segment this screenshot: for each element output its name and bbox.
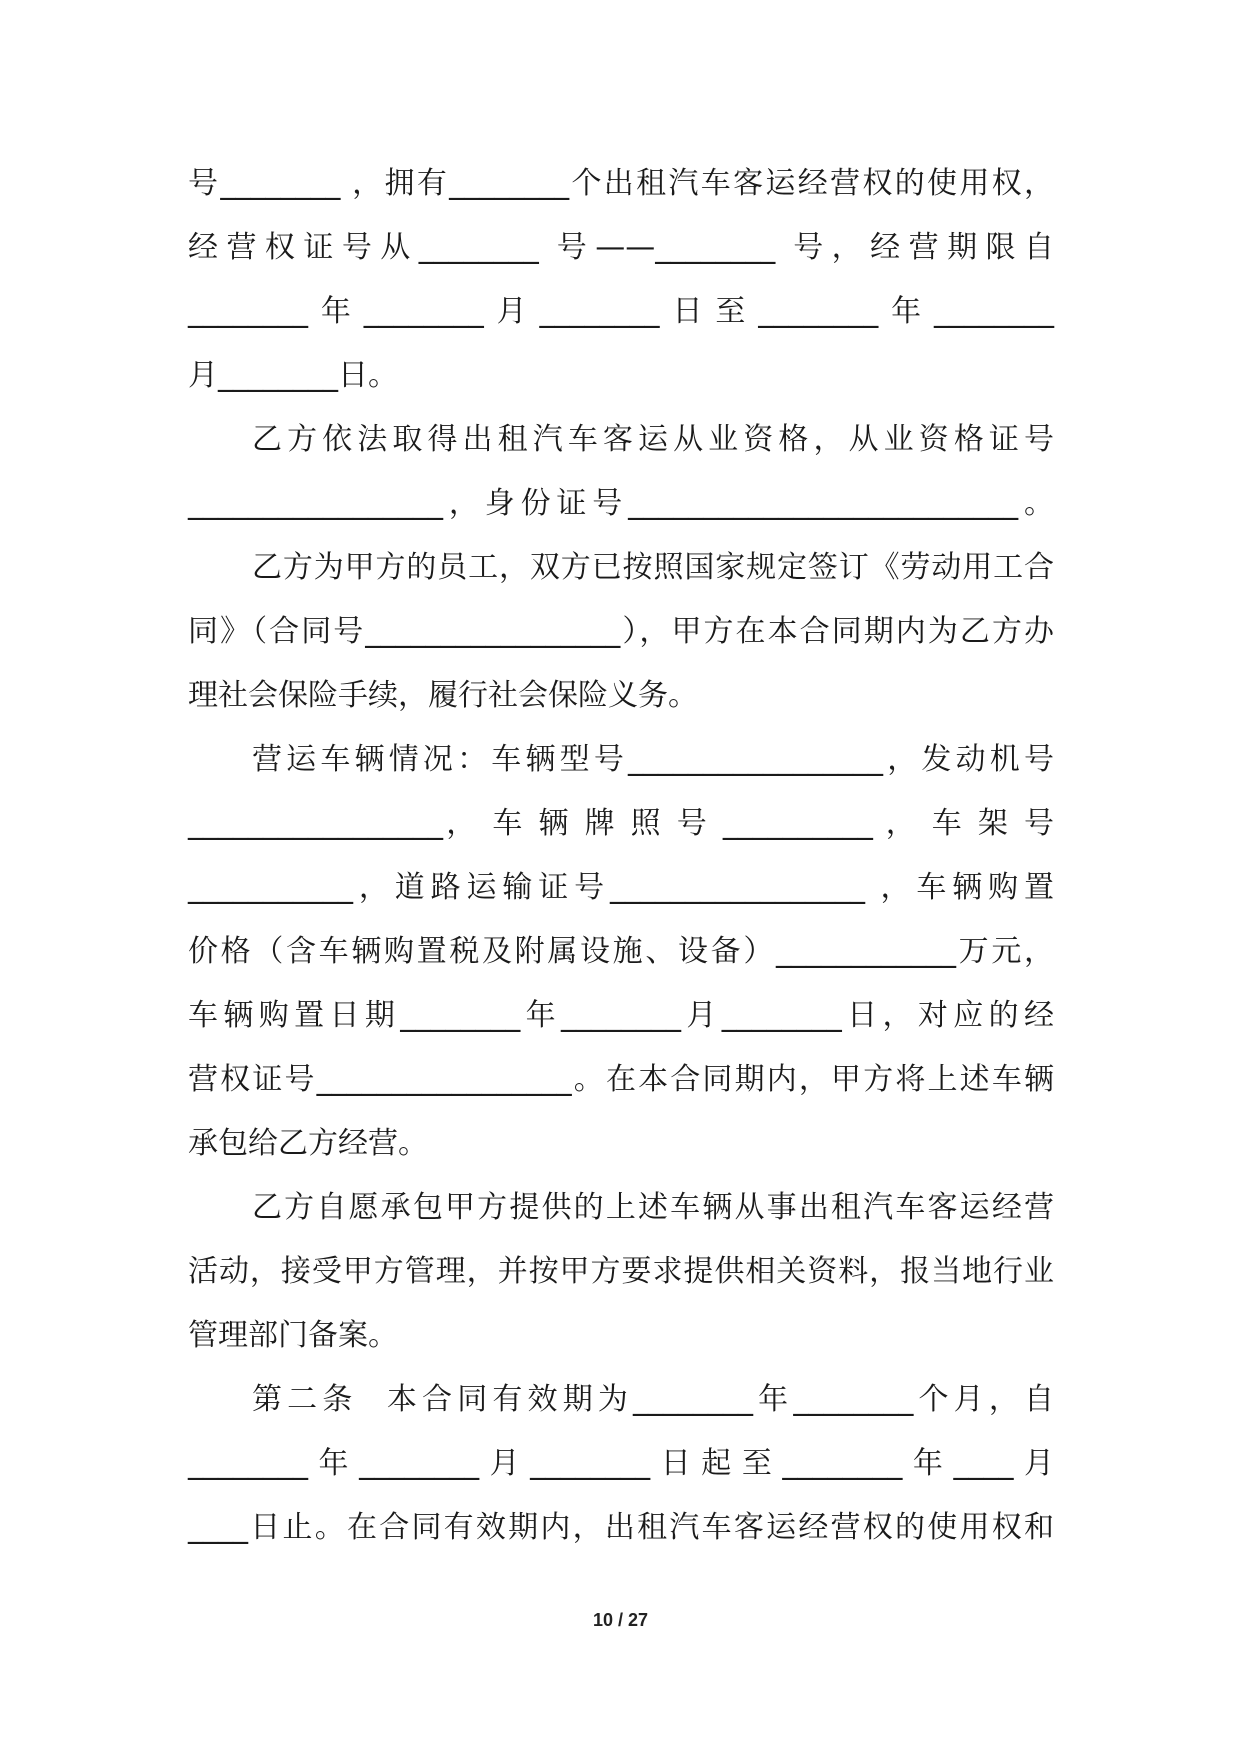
text-line: 管理部门备案。 xyxy=(188,1318,398,1353)
page-number: 10 / 27 xyxy=(592,1610,649,1630)
text-line: 价格（含车辆购置税及附属设施、设备）____________万元， xyxy=(188,934,1054,969)
text-line: ____日止。在合同有效期内，出租汽车客运经营权的使用权和 xyxy=(188,1510,1054,1545)
text-line: 经营权证号从________ 号——________ 号，经营期限自 xyxy=(188,230,1054,265)
text-line: 理社会保险手续，履行社会保险义务。 xyxy=(188,678,698,713)
text-line: 车辆购置日期________年________月________日，对应的经 xyxy=(188,998,1054,1033)
text-line: 号________ ，拥有________个出租汽车客运经营权的使用权， xyxy=(188,166,1054,201)
text-line: 月________日。 xyxy=(188,358,398,393)
text-line: 营权证号_________________。在本合同期内，甲方将上述车辆 xyxy=(188,1062,1054,1097)
text-line: _________________，身份证号__________________________。 xyxy=(188,486,1054,521)
text-line: ________年________月________日至________年________ xyxy=(188,294,1054,329)
text-line: 活动，接受甲方管理，并按甲方要求提供相关资料，报当地行业 xyxy=(188,1254,1054,1289)
article-heading-line: 第二条 本合同有效期为________年________个月，自 xyxy=(252,1382,1054,1417)
text-line: ________年________月________日起至________年____月 xyxy=(188,1446,1054,1481)
paragraph-first-line: 营运车辆情况：车辆型号_________________，发动机号 xyxy=(252,742,1054,777)
paragraph-first-line: 乙方为甲方的员工，双方已按照国家规定签订《劳动用工合 xyxy=(252,550,1054,585)
text-line: 承包给乙方经营。 xyxy=(188,1126,428,1161)
text-line: 同》（合同号_________________），甲方在本合同期内为乙方办 xyxy=(188,614,1054,649)
paragraph-first-line: 乙方自愿承包甲方提供的上述车辆从事出租汽车客运经营 xyxy=(252,1190,1054,1225)
text-line: _________________， 车 辆 牌 照 号 __________ ， 车 架 号 xyxy=(188,806,1054,841)
text-line: ___________，道路运输证号_________________ ，车辆购置 xyxy=(188,870,1054,905)
paragraph-first-line: 乙方依法取得出租汽车客运从业资格，从业资格证号 xyxy=(252,422,1054,457)
